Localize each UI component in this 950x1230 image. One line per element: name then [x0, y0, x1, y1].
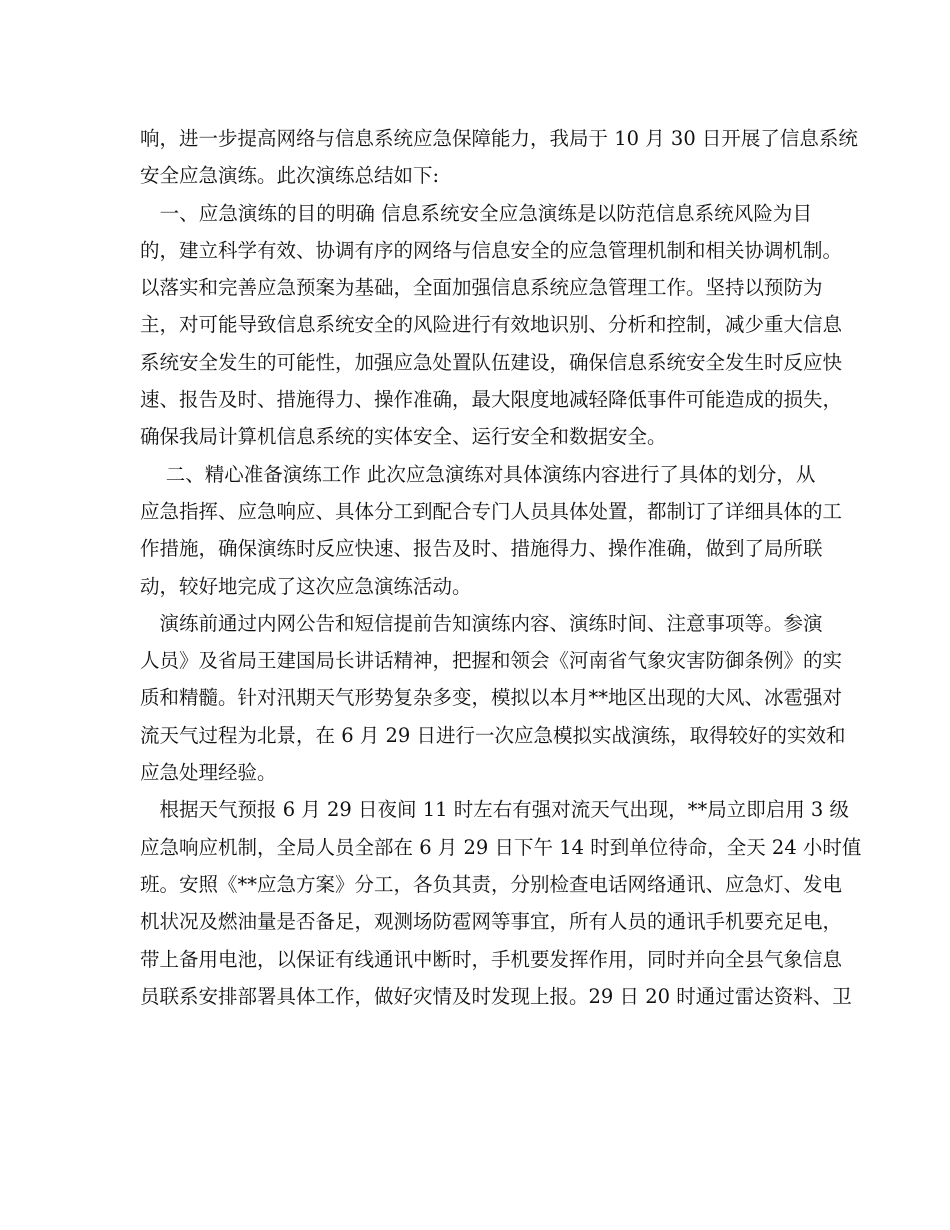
text-line: 流天气过程为北景，在 6 月 29 日进行一次应急模拟实战演练，取得较好的实效和 [140, 723, 846, 747]
text-line: 带上备用电池，以保证有线通讯中断时，手机要发挥作用，同时并向全县气象信息 [140, 947, 843, 971]
text-line: 确保我局计算机信息系统的实体安全、运行安全和数据安全。 [140, 425, 667, 449]
text-line: 机状况及燃油量是否备足，观测场防雹网等事宜，所有人员的通讯手机要充足电， [140, 910, 843, 934]
text-line: 质和精髓。针对汛期天气形势复杂多变，模拟以本月**地区出现的大风、冰雹强对 [140, 686, 843, 710]
text-line: 应急处理经验。 [140, 761, 277, 785]
text-line: 安全应急演练。此次演练总结如下: [140, 164, 440, 188]
text-line: 响，进一步提高网络与信息系统应急保障能力，我局于 10 月 30 日开展了信息系统 [140, 127, 858, 150]
paragraph-start-line: 演练前通过内网公告和短信提前告知演练内容、演练时间、注意事项等。参演 [140, 611, 823, 635]
text-line: 员联系安排部署具体工作，做好灾情及时发现上报。29 日 20 时通过雷达资料、卫 [140, 984, 852, 1008]
text-line: 班。安照《**应急方案》分工，各负其责，分别检查电话网络通讯、应急灯、发电 [140, 872, 843, 896]
text-line: 应急指挥、应急响应、具体分工到配合专门人员具体处置，都制订了详细具体的工 [140, 499, 843, 523]
section-heading-line: 一、应急演练的目的明确 信息系统安全应急演练是以防范信息系统风险为目 [140, 201, 812, 225]
text-line: 作措施，确保演练时反应快速、报告及时、措施得力、操作准确，做到了局所联 [140, 537, 823, 561]
text-line: 以落实和完善应急预案为基础，全面加强信息系统应急管理工作。坚持以预防为 [140, 276, 823, 300]
text-line: 应急响应机制，全局人员全部在 6 月 29 日下午 14 时到单位待命，全天 24 小时值 [140, 835, 862, 859]
text-line: 主，对可能导致信息系统安全的风险进行有效地识别、分析和控制，减少重大信息 [140, 313, 843, 337]
text-line: 动，较好地完成了这次应急演练活动。 [140, 574, 472, 598]
text-line: 的，建立科学有效、协调有序的网络与信息安全的应急管理机制和相关协调机制。 [140, 238, 843, 262]
text-line: 人员》及省局王建国局长讲话精神，把握和领会《河南省气象灾害防御条例》的实 [140, 649, 843, 673]
document-body [140, 120, 862, 1015]
section-heading-line: 二、精心准备演练工作 此次应急演练对具体演练内容进行了具体的划分，从 [140, 462, 816, 486]
paragraph-start-line: 根据天气预报 6 月 29 日夜间 11 时左右有强对流天气出现，**局立即启用 3 级 [140, 798, 850, 822]
text-line: 速、报告及时、措施得力、操作准确，最大限度地减轻降低事件可能造成的损失， [140, 388, 843, 412]
text-line: 系统安全发生的可能性，加强应急处置队伍建设，确保信息系统安全发生时反应快 [140, 350, 843, 374]
